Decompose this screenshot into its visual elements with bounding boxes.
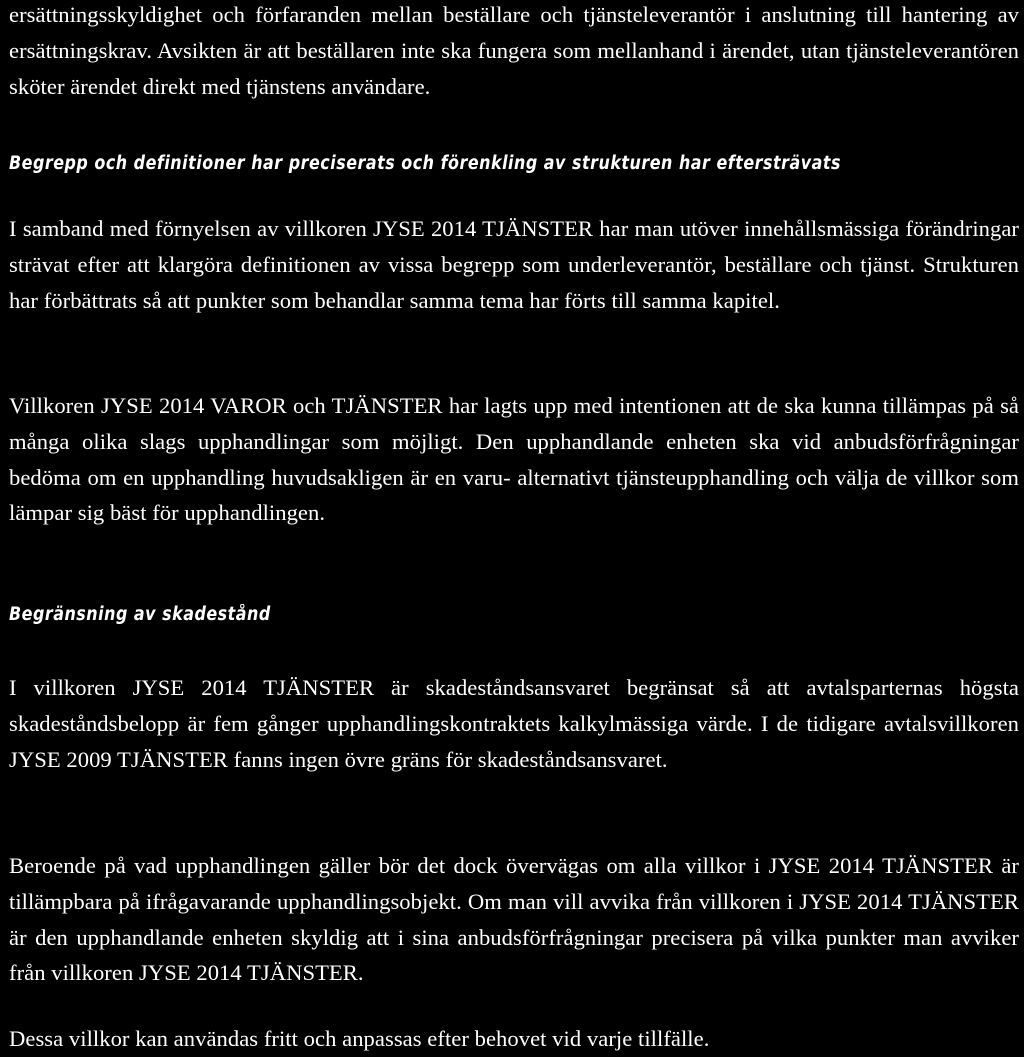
paragraph-compensation-procedure: ersättningsskyldighet och förfaranden mellan beställare och tjänsteleverantör i anslutning till hantering av ersättningskrav. Avsikten är att beställaren inte ska fungera som mellanhand i ärendet, utan tjänsteleverantören sköter ärendet direkt med tjänstens användare. — [9, 2, 1019, 99]
section-heading-damages-limit: Begränsning av skadestånd — [9, 604, 271, 625]
section-heading-definitions: Begrepp och definitioner har preciserats och förenkling av strukturen har eftersträvats — [9, 153, 841, 174]
paragraph-free-use: Dessa villkor kan användas fritt och anpassas efter behovet vid varje tillfälle. — [9, 1026, 710, 1051]
paragraph-applicability: Villkoren JYSE 2014 VAROR och TJÄNSTER har lagts upp med intentionen att de ska kunna tillämpas på så många olika slags upphandlingar som möjligt. Den upphandlande enheten ska vid anbudsförfrågningar bedöma om en upphandling huvudsakligen är en varu- alternativt tjänsteupphandling och välja de villkor som lämpar sig bäst för upphandlingen. — [9, 393, 1019, 526]
paragraph-definitions: I samband med förnyelsen av villkoren JYSE 2014 TJÄNSTER har man utöver innehållsmässiga förändringar strävat efter att klargöra definitionen av vissa begrepp som underleverantör, beställare och tjänst. Strukturen har förbättrats så att punkter som behandlar samma tema har förts till samma kapitel. — [9, 216, 1019, 313]
paragraph-damages-limit: I villkoren JYSE 2014 TJÄNSTER är skadeståndsansvaret begränsat så att avtalsparternas högsta skadeståndsbelopp är fem gånger upphandlingskontraktets kalkylmässiga värde. I de tidigare avtalsvillkoren JYSE 2009 TJÄNSTER fanns ingen övre gräns för skadeståndsansvaret. — [9, 675, 1019, 772]
paragraph-deviations: Beroende på vad upphandlingen gäller bör det dock övervägas om alla villkor i JYSE 2014 TJÄNSTER är tillämpbara på ifrågavarande upphandlingsobjekt. Om man vill avvika från villkoren i JYSE 2014 TJÄNSTER är den upphandlande enheten skyldig att i sina anbudsförfrågningar precisera på vilka punkter man avviker från villkoren JYSE 2014 TJÄNSTER. — [9, 853, 1019, 986]
